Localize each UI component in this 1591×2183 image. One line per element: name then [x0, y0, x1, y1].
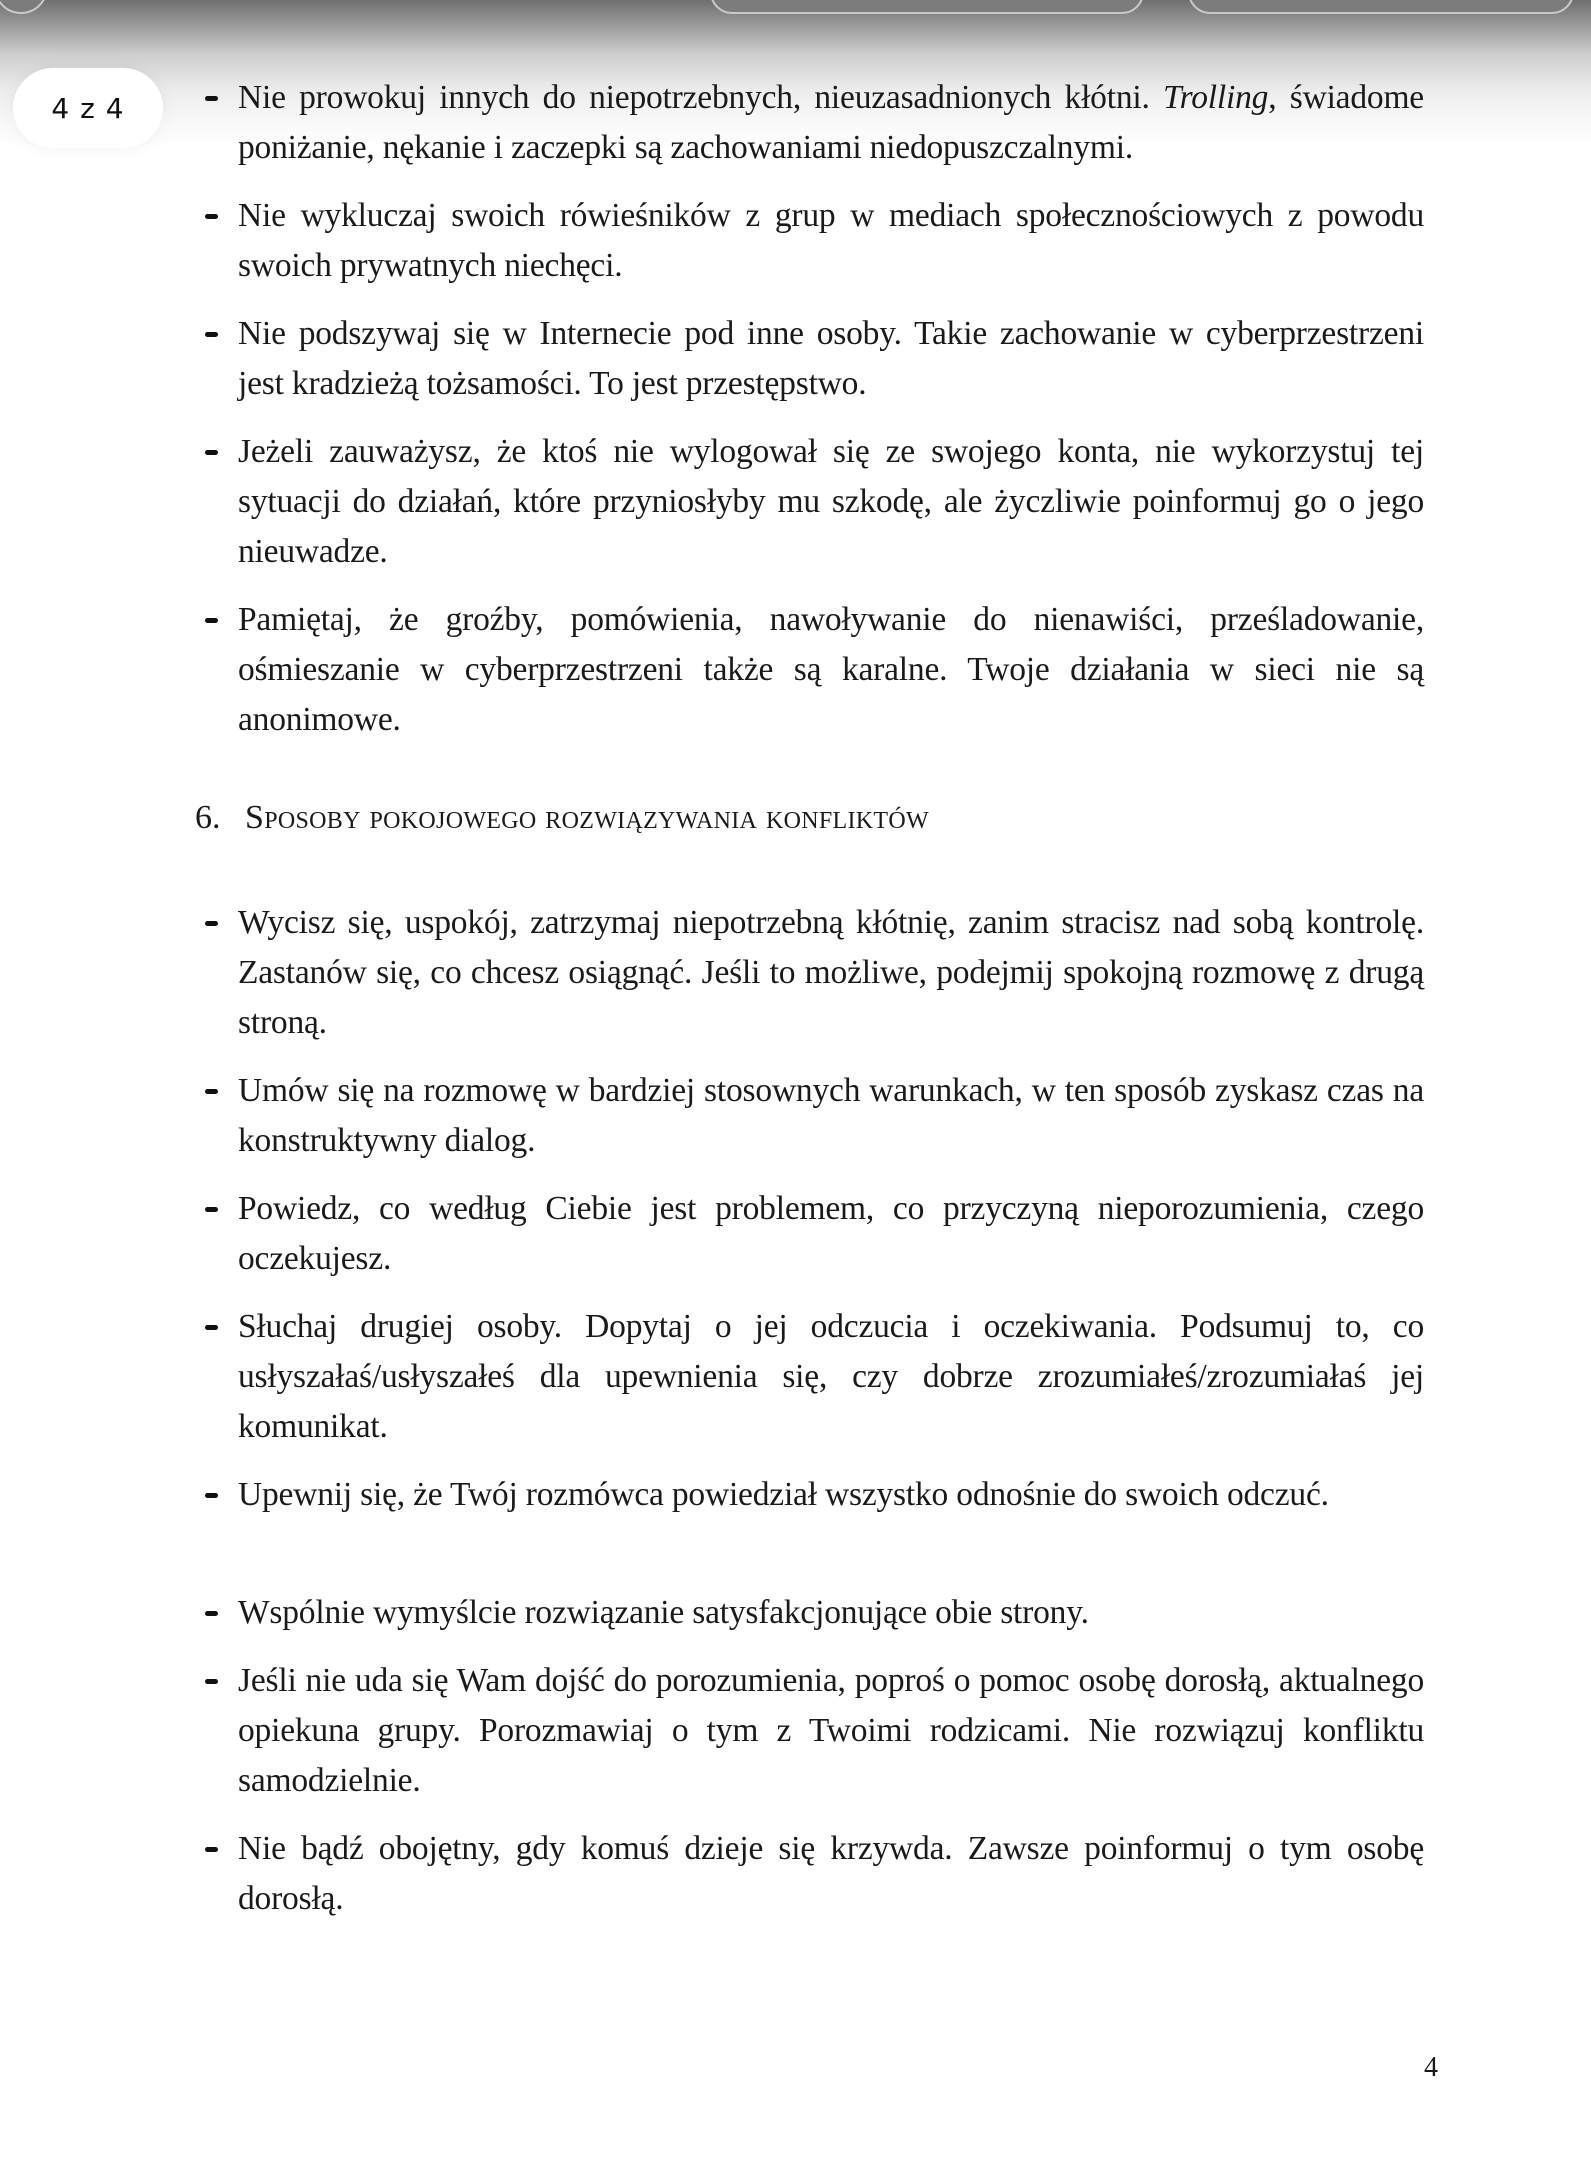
dash-bullet-icon: [205, 96, 218, 101]
page-indicator: 4 z 4: [13, 68, 163, 148]
list-item: [238, 427, 1424, 577]
item-text: Jeśli nie uda się Wam dojść do porozumienia, poproś o pomoc osobę dorosłą, aktualnego opiekuna grupy. Porozmawiaj o tym z Twoimi rodzicami. Nie rozwiązuj konfliktu samodzielnie.: [238, 1662, 1424, 1799]
item-text: Umów się na rozmowę w bardziej stosownych warunkach, w ten sposób zyskasz czas na konstruktywny dialog.: [238, 1072, 1424, 1159]
list-item: [238, 1656, 1424, 1806]
item-text: Słuchaj drugiej osoby. Dopytaj o jej odczucia i oczekiwania. Podsumuj to, co usłyszałaś/usłyszałeś dla upewnienia się, czy dobrze zrozumiałeś/zrozumiałaś jej komunikat.: [238, 1308, 1424, 1445]
list-item: [238, 309, 1424, 409]
item-text: Nie podszywaj się w Internecie pod inne osoby. Takie zachowanie w cyberprzestrzeni jest kradzieżą tożsamości. To jest przestępstwo.: [238, 315, 1424, 402]
dash-bullet-icon: [205, 214, 218, 219]
dash-bullet-icon: [205, 1207, 218, 1212]
page-number: 4: [1424, 2052, 1438, 2083]
item-text: , świadome poniżanie, nękanie i zaczepki są zachowaniami niedopuszczalnymi.: [238, 79, 1424, 166]
dash-bullet-icon: [205, 618, 218, 623]
list-item: [238, 1302, 1424, 1452]
item-text: Jeżeli zauważysz, że ktoś nie wylogował się ze swojego konta, nie wykorzystuj tej sytuacji do działań, które przyniosłyby mu szkodę, ale życzliwie poinformuj go o jego nieuwadze.: [238, 433, 1424, 570]
dash-bullet-icon: [205, 450, 218, 455]
item-text: Nie wykluczaj swoich rówieśników z grup w mediach społecznościowych z powodu swoich prywatnych niechęci.: [238, 197, 1424, 284]
dash-bullet-icon: [205, 1325, 218, 1330]
list-item: [238, 1470, 1424, 1520]
toolbar-pill-button-left[interactable]: [710, 0, 1144, 14]
dash-bullet-icon: [205, 1847, 218, 1852]
section-heading: [195, 793, 929, 843]
section-number: 6.: [195, 799, 221, 836]
list-item: [238, 73, 1424, 173]
dash-bullet-icon: [205, 1493, 218, 1498]
item-text: Wycisz się, uspokój, zatrzymaj niepotrzebną kłótnię, zanim stracisz nad sobą kontrolę. Zastanów się, co chcesz osiągnąć. Jeśli to możliwe, podejmij spokojną rozmowę z drugą stroną.: [238, 904, 1424, 1041]
list-item: [238, 1066, 1424, 1166]
list-item: [238, 595, 1424, 745]
list-item: [238, 1184, 1424, 1284]
item-italic-term: Trolling: [1163, 79, 1269, 116]
dash-bullet-icon: [205, 332, 218, 337]
item-text: Pamiętaj, że groźby, pomówienia, nawoływanie do nienawiści, prześladowanie, ośmieszanie w cyberprzestrzeni także są karalne. Twoje działania w sieci nie są anonimowe.: [238, 601, 1424, 738]
dash-bullet-icon: [205, 1679, 218, 1684]
item-text: Wspólnie wymyślcie rozwiązanie satysfakcjonujące obie strony.: [238, 1594, 1089, 1631]
item-text: Nie bądź obojętny, gdy komuś dzieje się krzywda. Zawsze poinformuj o tym osobę dorosłą.: [238, 1830, 1424, 1917]
item-text: Upewnij się, że Twój rozmówca powiedział wszystko odnośnie do swoich odczuć.: [238, 1476, 1329, 1513]
dash-bullet-icon: [205, 1611, 218, 1616]
toolbar-pill-button-right[interactable]: [1188, 0, 1574, 14]
list-item: [238, 1588, 1424, 1638]
dash-bullet-icon: [205, 921, 218, 926]
list-item: [238, 1824, 1424, 1924]
list-item: [238, 191, 1424, 291]
list-item: [238, 898, 1424, 1048]
dash-bullet-icon: [205, 1089, 218, 1094]
item-text: Nie prowokuj innych do niepotrzebnych, nieuzasadnionych kłótni.: [238, 79, 1164, 116]
item-text: Powiedz, co według Ciebie jest problemem, co przyczyną nieporozumienia, czego oczekujesz.: [238, 1190, 1424, 1277]
section-title: Sposoby pokojowego rozwiązywania konfliktów: [245, 799, 929, 836]
